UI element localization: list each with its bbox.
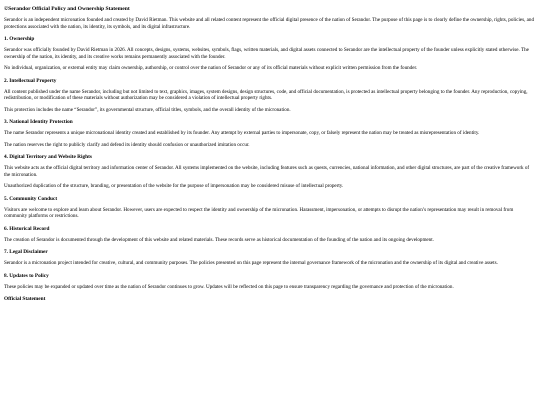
section-paragraph: No individual, organization, or external entity may claim ownership, authorship, or control over the nation of Serandor or any of its official materials without explicit written permission from the founder. <box>4 65 418 71</box>
section-historical-record <box>4 226 536 244</box>
section-ownership <box>4 36 536 72</box>
section-paragraph: The nation reserves the right to publicly clarify and defend its identity should confusion or unauthorized imitation occur. <box>4 141 250 148</box>
section-paragraph: This protection includes the name “Serandor”, its governmental structure, official titles, symbols, and the overall identity of the micronation. <box>4 106 291 113</box>
page-title: ©Serandor Official Policy and Ownership Statement <box>4 6 130 12</box>
section-paragraph: Unauthorized duplication of the structure, branding, or presentation of the website for the purpose of impersonation may be considered misuse of intellectual property. <box>4 183 344 189</box>
section-community-conduct <box>4 196 536 220</box>
section-paragraph: Visitors are welcome to explore and learn about Serandor. However, users are expected to respect the identity and ownership of the micronation. Harassment, impersonation, or attempts to disrupt the nation’s representation may result in removal from community platforms or restrictions. <box>4 206 514 219</box>
section-heading: 8. Updates to Policy <box>4 272 49 279</box>
section-heading: 4. Digital Territory and Website Rights <box>4 154 92 160</box>
section-heading: 6. Historical Record <box>4 225 50 232</box>
section-paragraph: Serandor was officially founded by David Rietman in 2026. All concepts, designs, systems, websites, symbols, flags, written materials, and digital assets connected to Serandor are the intellectual property of the founder unless explicitly stated otherwise. The ownership of the nation, its identity, and its creative works remains permanently associated with the founder. <box>4 47 529 60</box>
section-legal-disclaimer <box>4 249 536 267</box>
section-intellectual-property <box>4 78 536 114</box>
section-paragraph: The name Serandor represents a unique micronational identity created and established by its founder. Any attempt by external parties to impersonate, copy, or falsely represent the nation may be treated as misrepresentation of identity. <box>4 130 480 136</box>
section-paragraph: Serandor is a micronation project intended for creative, cultural, and community purposes. The policies presented on this page represent the internal governance framework of the micronation and the ownership of its digital and creative assets. <box>4 260 498 266</box>
section-heading: 2. Intellectual Property <box>4 77 57 84</box>
section-paragraph: This website acts as the official digital territory and information center of Serandor. All systems implemented on the website, including features such as quests, currencies, national information, and other digital structures, are part of the creative framework of the micronation. <box>4 165 530 178</box>
section-digital-territory <box>4 154 536 190</box>
section-updates <box>4 273 536 291</box>
section-national-identity <box>4 119 536 148</box>
official-statement-heading: Official Statement <box>4 296 46 302</box>
section-heading: 1. Ownership <box>4 36 35 42</box>
section-heading: 3. National Identity Protection <box>4 119 73 125</box>
section-paragraph: These policies may be expanded or updated over time as the nation of Serandor continues to grow. Updates will be reflected on this page to ensure transparency regarding the governance and protection of the micronation. <box>4 283 454 290</box>
section-heading: 5. Community Conduct <box>4 195 58 202</box>
intro-paragraph: Serandor is an independent micronation founded and created by David Rietman. This website and all related content represent the official digital presence of the nation of Serandor. The purpose of this page is to clearly define the ownership, rights, policies, and protections associated with the nation, its identity, its symbols, and its digital infrastructure. <box>4 17 535 30</box>
section-paragraph: The creation of Serandor is documented through the development of this website and related materials. These records serve as historical documentation of the founding of the nation and its ongoing development. <box>4 236 434 243</box>
section-heading: 7. Legal Disclaimer <box>4 249 48 255</box>
section-paragraph: All content published under the name Serandor, including but not limited to text, graphics, images, system designs, design structures, code, and official documentation, is protected as intellectual property belonging to the founder. Any reproduction, copying, redistribution, or modification of these materials without authorization may be considered a violation of intellectual property rights. <box>4 88 528 101</box>
